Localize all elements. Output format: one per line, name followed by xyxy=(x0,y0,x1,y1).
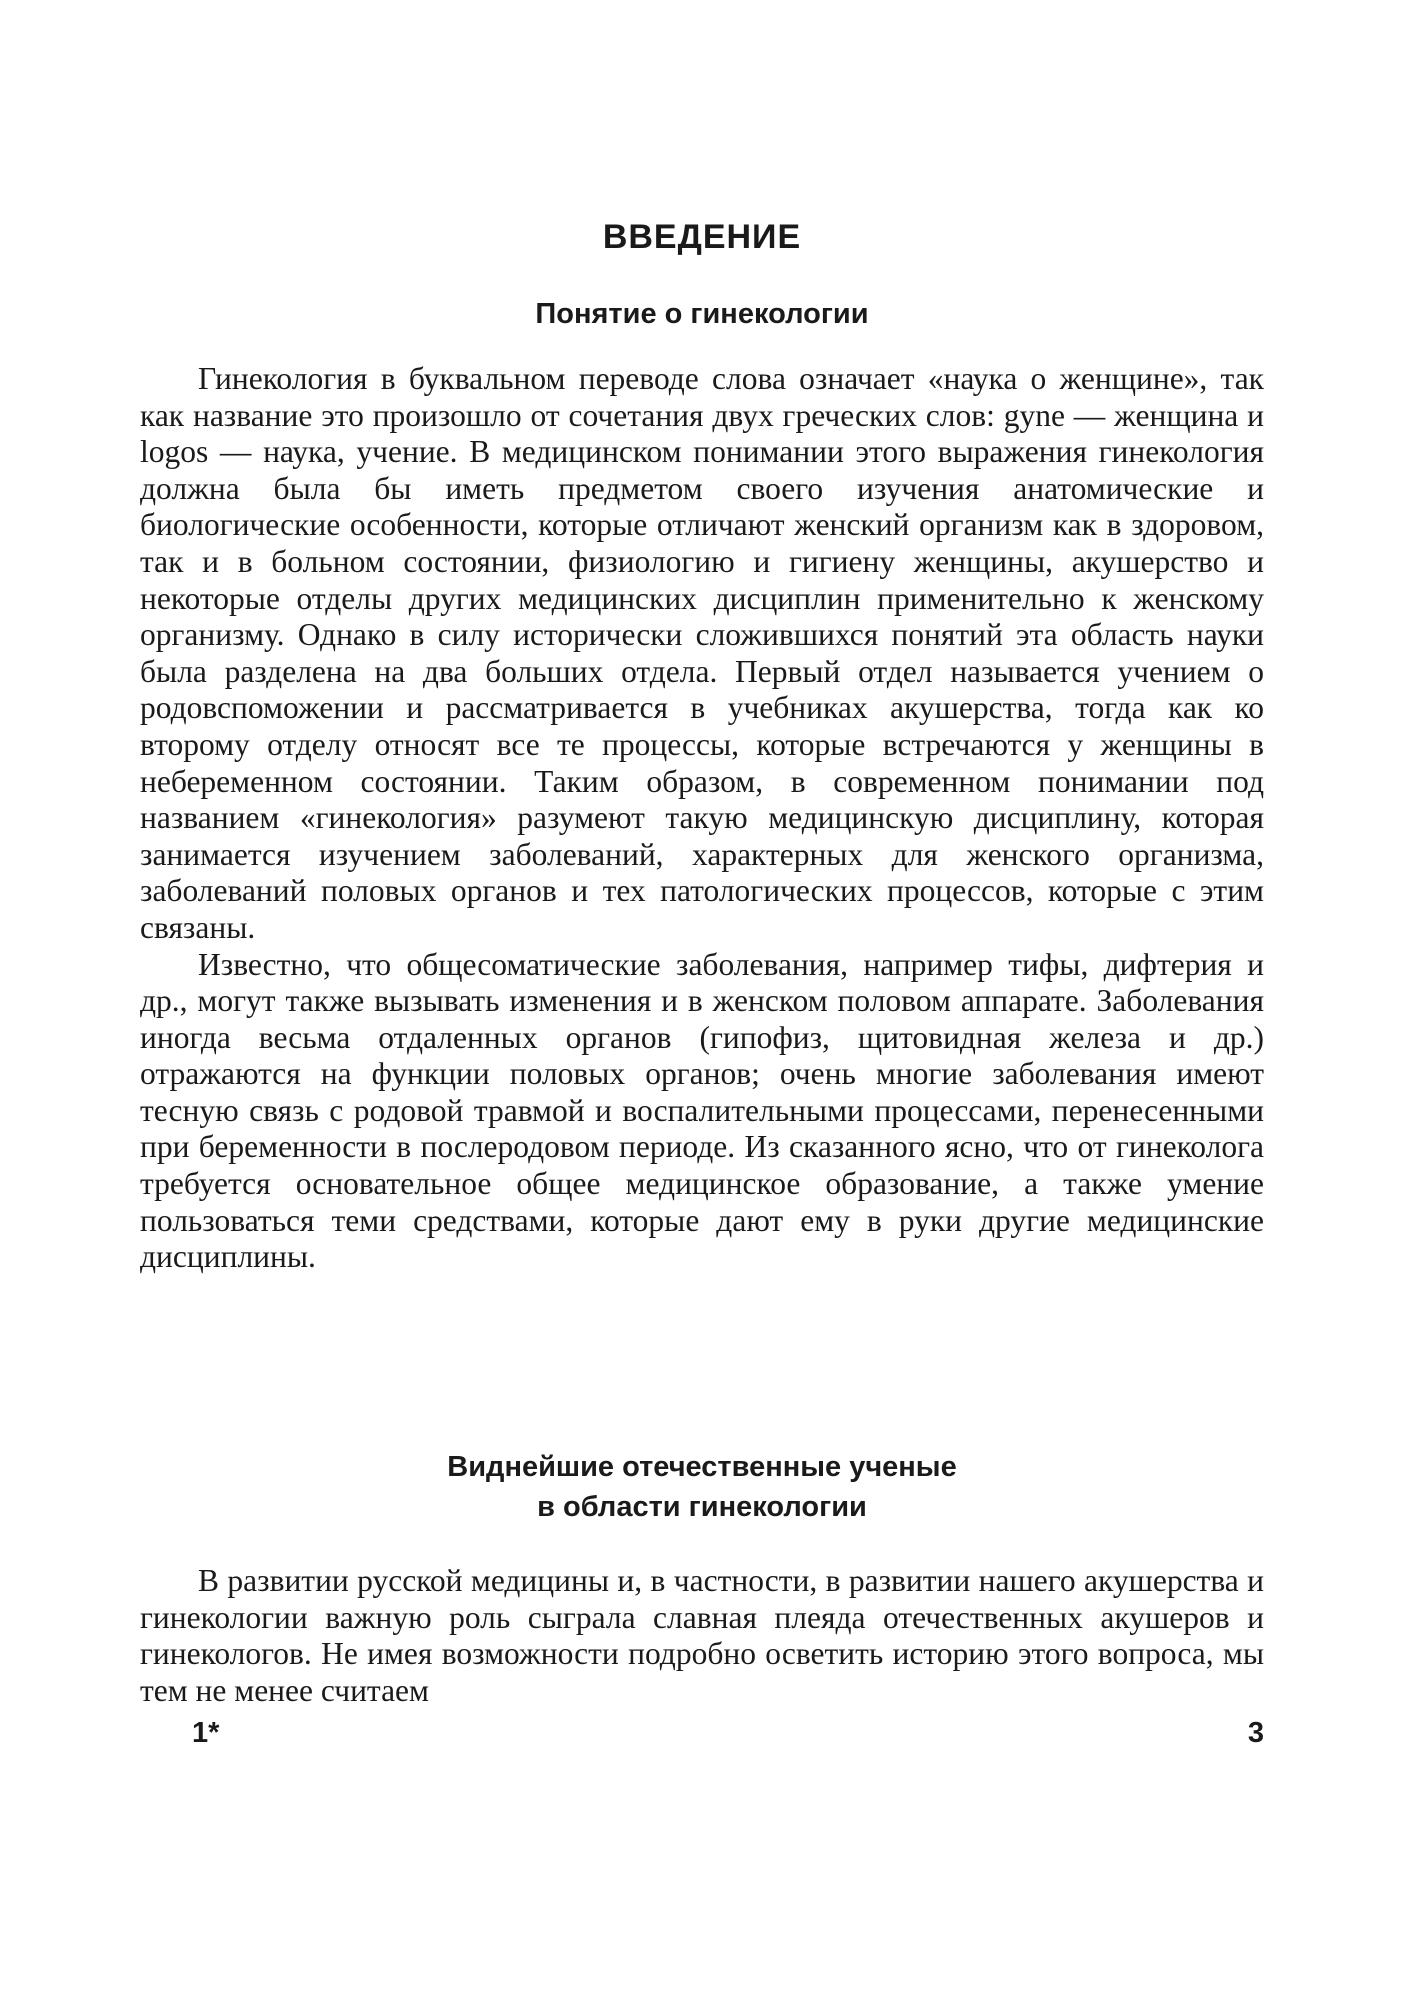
section-body-concept xyxy=(140,361,1264,1276)
page-footer xyxy=(140,1717,1264,1757)
signature-mark: 1* xyxy=(192,1717,220,1749)
paragraph: В развитии русской медицины и, в частности, в развитии нашего акушерства и гинекологии важную роль сыграла славная плеяда отечественных акушеров и гинекологов. Не имея возможности подробно осветить историю этого вопроса, мы тем не менее считаем xyxy=(140,1563,1264,1708)
chapter-title: ВВЕДЕНИЕ xyxy=(602,218,802,256)
section-title-line: в области гинекологии xyxy=(537,1491,867,1523)
page-number: 3 xyxy=(1247,1717,1264,1749)
section-title-line: Виднейшие отечественные ученые xyxy=(447,1451,957,1483)
section-title-concept: Понятие о гинекологии xyxy=(535,298,869,330)
section-body-scientists xyxy=(140,1563,1264,1709)
paragraph: Гинекология в буквальном переводе слова означает «наука о женщине», так как название это произошло от сочетания двух греческих слов: gyne — женщина и logos — наука, учение. В медицинском понимании этого выражения гинекология должна была бы иметь предметом своего изучения анатомические и биологические особенности, которые отличают женский организм как в здоровом, так и в больном состоянии, физиологию и гигиену женщины, акушерство и некоторые отделы других медицинских дисциплин применительно к женскому организму. Однако в силу исторически сложившихся понятий эта область науки была разделена на два больших отдела. Первый отдел называется учением о родовспоможении и рассматривается в учебниках акушерства, тогда как ко второму отделу относят все те процессы, которые встречаются у женщины в небеременном состоянии. Таким образом, в современном понимании под названием «гинекология» разумеют такую медицинскую дисциплину, которая занимается изучением заболеваний, характерных для женского организма, заболеваний половых органов и тех патологических процессов, которые с этим связаны. xyxy=(140,361,1264,945)
section-title-scientists xyxy=(140,1447,1264,1527)
document-page xyxy=(140,0,1264,1999)
paragraph: Известно, что общесоматические заболевания, например тифы, дифтерия и др., могут также вызывать изменения и в женском половом аппарате. Заболевания иногда весьма отдаленных органов (гипофиз, щитовидная железа и др.) отражаются на функции половых органов; очень многие заболевания имеют тесную связь с родовой травмой и воспалительными процессами, перенесенными при беременности в послеродовом периоде. Из сказанного ясно, что от гинеколога требуется основательное общее медицинское образование, а также умение пользоваться теми средствами, которые дают ему в руки другие медицинские дисциплины. xyxy=(140,946,1264,1275)
